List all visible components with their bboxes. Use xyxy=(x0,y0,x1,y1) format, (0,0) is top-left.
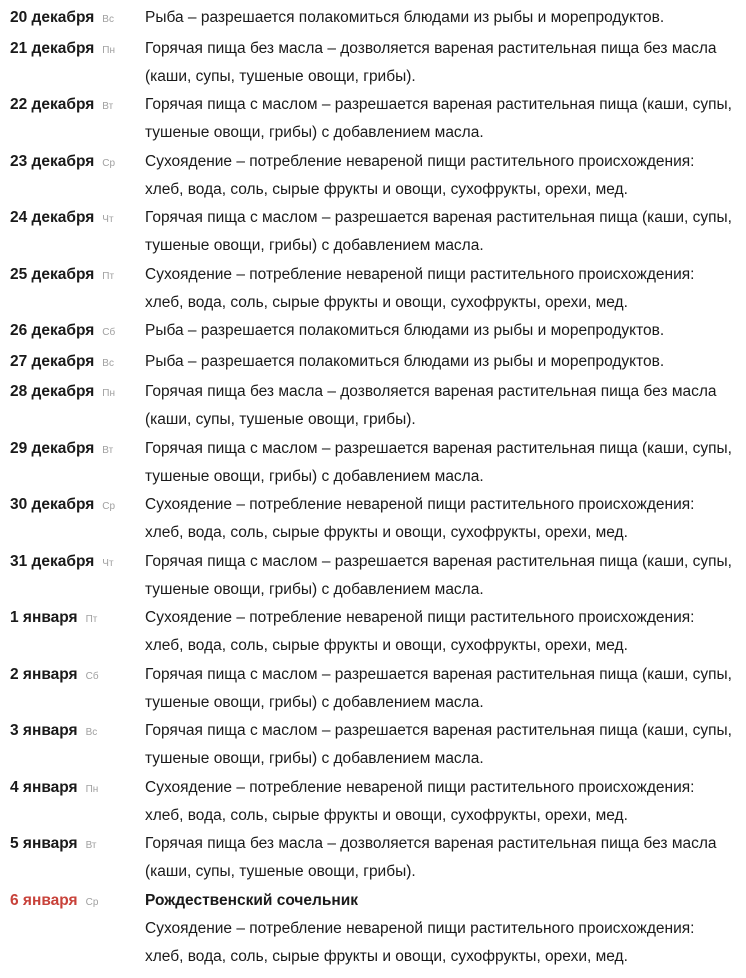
diet-text: Горячая пища без масла – дозволяется вареная растительная пища без масла (каши, супы, тушеные овощи, грибы). xyxy=(145,383,717,428)
diet-text: Горячая пища с маслом – разрешается вареная растительная пища (каши, супы, тушеные овощи, грибы) с добавлением масла. xyxy=(145,96,732,141)
date-cell xyxy=(10,661,145,691)
weekday: Вс xyxy=(102,357,114,369)
date-cell xyxy=(10,604,145,634)
calendar-row xyxy=(10,35,746,92)
calendar-row xyxy=(10,148,746,205)
weekday: Пт xyxy=(85,614,98,625)
diet-text: Горячая пища с маслом – разрешается вареная растительная пища (каши, супы, тушеные овощи, грибы) с добавлением масла. xyxy=(145,665,732,711)
diet-text: Сухоядение – потребление невареной пищи растительного происхождения: хлеб, вода, соль, сырые фрукты и овощи, сухофрукты, орехи, мед. xyxy=(145,609,695,654)
diet-description xyxy=(145,774,746,830)
date-cell xyxy=(10,774,145,804)
date: 25 декабря xyxy=(10,265,95,283)
diet-description xyxy=(145,491,746,547)
calendar-row xyxy=(10,830,746,887)
diet-text: Горячая пища с маслом – разрешается вареная растительная пища (каши, супы, тушеные овощи, грибы) с добавлением масла. xyxy=(145,722,732,767)
diet-text: Горячая пища с маслом – разрешается вареная растительная пища (каши, супы, тушеные овощи, грибы) с добавлением масла. xyxy=(145,439,732,485)
diet-description xyxy=(145,661,746,717)
calendar-row xyxy=(10,604,746,661)
date-cell xyxy=(10,717,145,747)
calendar-row xyxy=(10,774,746,831)
date-cell xyxy=(10,435,145,465)
date: 29 декабря xyxy=(10,439,95,457)
date: 3 января xyxy=(10,722,78,739)
diet-text: Горячая пища с маслом – разрешается вареная растительная пища (каши, супы, тушеные овощи, грибы) с добавлением масла. xyxy=(145,552,732,598)
diet-description xyxy=(145,4,746,32)
diet-description xyxy=(145,348,746,376)
date-cell xyxy=(10,317,145,347)
diet-description xyxy=(145,378,746,434)
calendar-row xyxy=(10,348,746,379)
diet-description xyxy=(145,887,746,971)
date: 1 января xyxy=(10,609,78,626)
date: 30 декабря xyxy=(10,496,95,513)
date: 5 января xyxy=(10,835,78,852)
weekday: Ср xyxy=(85,896,99,908)
weekday: Ср xyxy=(102,501,116,512)
weekday: Вт xyxy=(85,840,97,851)
weekday: Вт xyxy=(102,444,114,456)
calendar-row xyxy=(10,378,746,435)
diet-text: Рыба – разрешается полакомиться блюдами из рыбы и морепродуктов. xyxy=(145,9,665,26)
weekday: Чт xyxy=(102,557,114,569)
diet-text: Горячая пища с маслом – разрешается вареная растительная пища (каши, супы, тушеные овощи, грибы) с добавлением масла. xyxy=(145,209,732,254)
date: 26 декабря xyxy=(10,322,95,339)
date-cell xyxy=(10,830,145,860)
diet-text: Сухоядение – потребление невареной пищи растительного происхождения: хлеб, вода, соль, сырые фрукты и овощи, сухофрукты, орехи, мед. xyxy=(145,496,695,541)
date-cell xyxy=(10,4,145,34)
weekday: Ср xyxy=(102,157,116,169)
calendar-row xyxy=(10,887,746,972)
diet-text: Рыба – разрешается полакомиться блюдами из рыбы и морепродуктов. xyxy=(145,322,665,339)
diet-description xyxy=(145,435,746,491)
calendar-row xyxy=(10,91,746,148)
date: 20 декабря xyxy=(10,9,95,26)
diet-text: Сухоядение – потребление невареной пищи растительного происхождения: хлеб, вода, соль, сырые фрукты и овощи, сухофрукты, орехи, мед. xyxy=(145,152,695,198)
date-cell xyxy=(10,887,145,917)
weekday: Вс xyxy=(102,14,114,25)
date-cell xyxy=(10,148,145,178)
date: 22 декабря xyxy=(10,96,95,113)
diet-text: Горячая пища без масла – дозволяется вареная растительная пища без масла (каши, супы, тушеные овощи, грибы). xyxy=(145,39,717,85)
date-cell xyxy=(10,348,145,378)
weekday: Вс xyxy=(85,727,98,738)
date: 2 января xyxy=(10,665,78,683)
weekday: Пн xyxy=(102,44,115,56)
calendar-row xyxy=(10,548,746,605)
calendar-row xyxy=(10,717,746,774)
diet-description xyxy=(145,604,746,660)
diet-text: Горячая пища без масла – дозволяется вареная растительная пища без масла (каши, супы, тушеные овощи, грибы). xyxy=(145,835,717,880)
holiday-title: Рождественский сочельник xyxy=(145,891,359,909)
date: 21 декабря xyxy=(10,39,95,57)
calendar-row xyxy=(10,435,746,492)
date-cell xyxy=(10,378,145,408)
calendar-row xyxy=(10,661,746,718)
diet-text: Рыба – разрешается полакомиться блюдами из рыбы и морепродуктов. xyxy=(145,352,665,370)
date: 27 декабря xyxy=(10,352,95,370)
weekday: Чт xyxy=(102,214,114,225)
holiday-date: 6 января xyxy=(10,891,78,909)
calendar-row xyxy=(10,4,746,35)
diet-description xyxy=(145,717,746,773)
weekday: Пн xyxy=(85,783,99,795)
date: 28 декабря xyxy=(10,383,95,400)
diet-description xyxy=(145,35,746,91)
weekday: Пт xyxy=(102,270,115,282)
date: 23 декабря xyxy=(10,152,95,170)
weekday: Вт xyxy=(102,101,114,112)
date-cell xyxy=(10,548,145,578)
date: 4 января xyxy=(10,778,78,796)
date: 31 декабря xyxy=(10,552,95,570)
diet-text: Сухоядение – потребление невареной пищи растительного происхождения: хлеб, вода, соль, сырые фрукты и овощи, сухофрукты, орехи, мед. xyxy=(145,919,695,965)
calendar-row xyxy=(10,491,746,548)
weekday: Сб xyxy=(102,327,116,338)
date: 24 декабря xyxy=(10,209,95,226)
diet-description xyxy=(145,261,746,317)
diet-description xyxy=(145,91,746,147)
weekday: Сб xyxy=(85,670,99,682)
calendar-row xyxy=(10,317,746,348)
diet-description xyxy=(145,317,746,345)
calendar-row xyxy=(10,261,746,318)
diet-description xyxy=(145,830,746,886)
date-cell xyxy=(10,35,145,65)
date-cell xyxy=(10,204,145,234)
diet-description xyxy=(145,548,746,604)
diet-text: Сухоядение – потребление невареной пищи растительного происхождения: хлеб, вода, соль, сырые фрукты и овощи, сухофрукты, орехи, мед. xyxy=(145,778,695,824)
diet-description xyxy=(145,204,746,260)
weekday: Пн xyxy=(102,388,115,399)
calendar-row xyxy=(10,204,746,261)
date-cell xyxy=(10,261,145,291)
diet-description xyxy=(145,148,746,204)
diet-text: Сухоядение – потребление невареной пищи растительного происхождения: хлеб, вода, соль, сырые фрукты и овощи, сухофрукты, орехи, мед. xyxy=(145,265,695,311)
date-cell xyxy=(10,91,145,121)
date-cell xyxy=(10,491,145,521)
